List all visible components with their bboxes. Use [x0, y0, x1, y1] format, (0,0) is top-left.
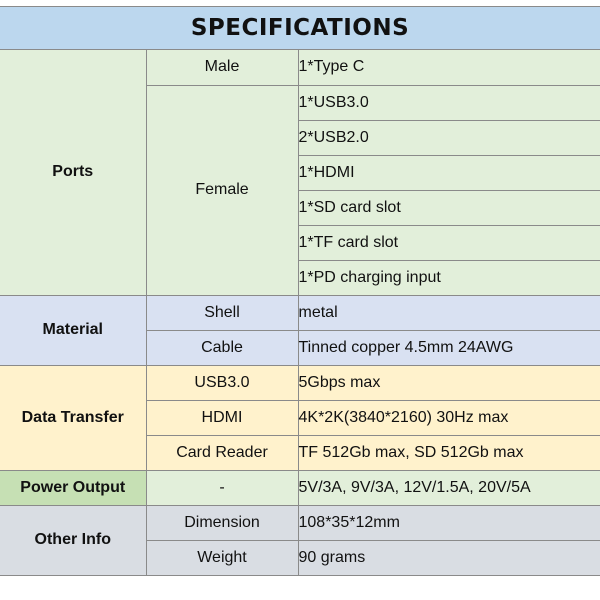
value-cable: Tinned copper 4.5mm 24AWG: [298, 330, 600, 365]
value-dimension: 108*35*12mm: [298, 505, 600, 540]
sub-label-weight: Weight: [146, 540, 298, 575]
value-male: 1*Type C: [298, 50, 600, 85]
value-card-reader: TF 512Gb max, SD 512Gb max: [298, 435, 600, 470]
sub-label-dimension: Dimension: [146, 505, 298, 540]
category-ports: Ports: [0, 50, 146, 295]
sub-label-cable: Cable: [146, 330, 298, 365]
value-female: 2*USB2.0: [298, 120, 600, 155]
sub-label-usb3: USB3.0: [146, 365, 298, 400]
sub-label-shell: Shell: [146, 295, 298, 330]
page-title: SPECIFICATIONS: [190, 15, 410, 41]
sub-label-hdmi: HDMI: [146, 400, 298, 435]
sub-label-female: Female: [146, 85, 298, 295]
value-female: 1*SD card slot: [298, 190, 600, 225]
value-hdmi: 4K*2K(3840*2160) 30Hz max: [298, 400, 600, 435]
category-power-output: Power Output: [0, 470, 146, 505]
value-female: 1*USB3.0: [298, 85, 600, 120]
table-row: [0, 295, 600, 330]
value-shell: metal: [298, 295, 600, 330]
value-female: 1*HDMI: [298, 155, 600, 190]
table-row: [0, 505, 600, 540]
category-data-transfer: Data Transfer: [0, 365, 146, 470]
spec-table: [0, 50, 600, 576]
sub-label-power: -: [146, 470, 298, 505]
category-other-info: Other Info: [0, 505, 146, 575]
table-row: [0, 470, 600, 505]
table-row: [0, 50, 600, 85]
value-usb3: 5Gbps max: [298, 365, 600, 400]
category-material: Material: [0, 295, 146, 365]
value-power-output: 5V/3A, 9V/3A, 12V/1.5A, 20V/5A: [298, 470, 600, 505]
sub-label-card-reader: Card Reader: [146, 435, 298, 470]
title-bar: [0, 6, 600, 50]
sub-label-male: Male: [146, 50, 298, 85]
table-row: [0, 365, 600, 400]
value-female: 1*PD charging input: [298, 260, 600, 295]
value-weight: 90 grams: [298, 540, 600, 575]
value-female: 1*TF card slot: [298, 225, 600, 260]
